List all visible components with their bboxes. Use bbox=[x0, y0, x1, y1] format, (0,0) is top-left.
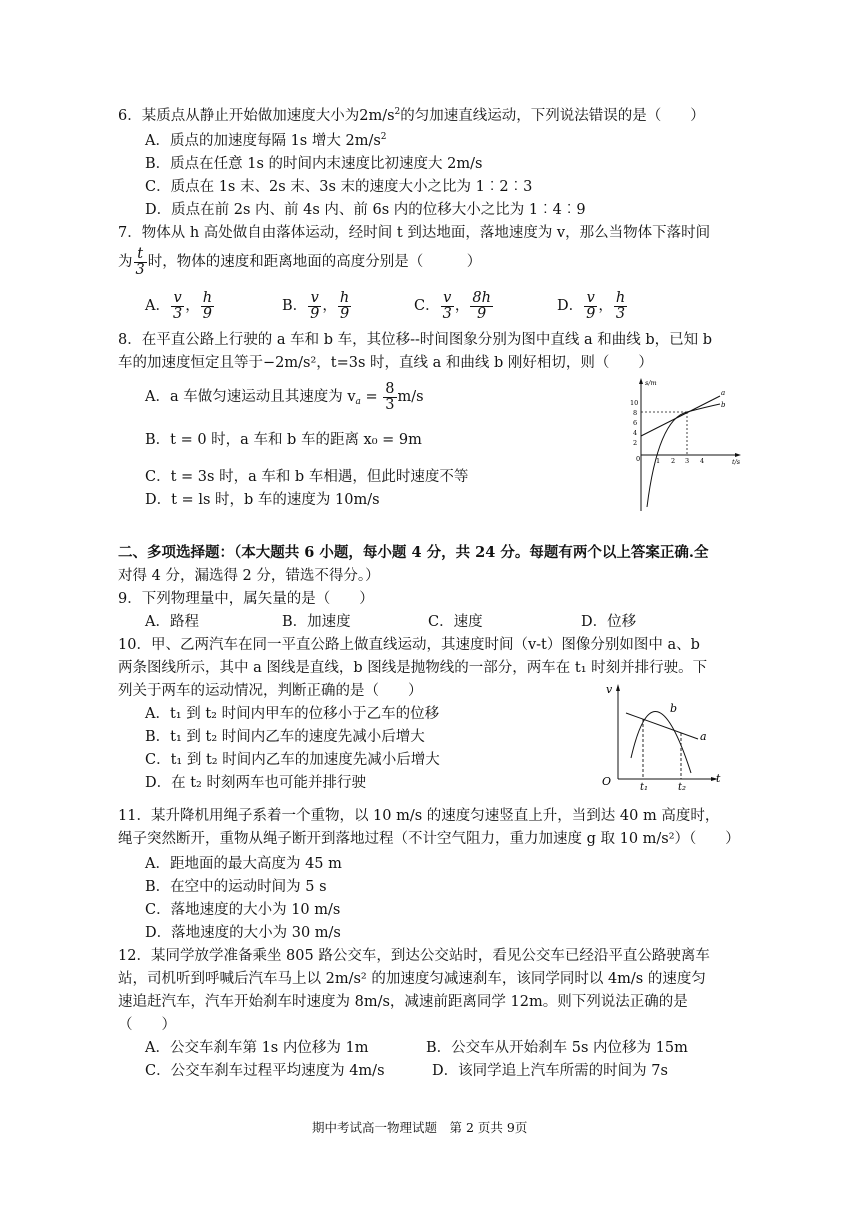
q12-stem-line4: （ ） bbox=[118, 1017, 176, 1033]
q10-origin: O bbox=[602, 775, 612, 788]
q8-st-graph bbox=[628, 375, 746, 515]
q10-option-c: C．t₁ 到 t₂ 时间内乙车的加速度先减小后增大 bbox=[145, 752, 440, 768]
q8-line-a bbox=[641, 396, 720, 436]
q10-line-a bbox=[626, 713, 698, 739]
q8-x-tick-2: 2 bbox=[671, 457, 676, 465]
section2-heading-line2: 对得 4 分，漏选得 2 分，错选不得分。） bbox=[118, 568, 380, 584]
q10-x-label: t bbox=[716, 772, 721, 785]
q11-stem-line1: 11．某升降机用绳子系着一个重物，以 10 m/s 的速度匀速竖直上升，当到达 40 m 高度时， bbox=[118, 808, 720, 824]
q7-option-a: A． $\frac{v}{3}$ ， $\frac{h}{9}$ bbox=[145, 289, 213, 322]
q8-y-tick-6: 6 bbox=[633, 419, 638, 427]
q8-y-tick-4: 4 bbox=[633, 429, 638, 437]
q11-option-c: C．落地速度的大小为 10 m/s bbox=[145, 902, 341, 918]
q11-option-d: D．落地速度的大小为 30 m/s bbox=[145, 925, 341, 941]
q7-stem-line1: 7．物体从 h 高处做自由落体运动，经时间 t 到达地面，落地速度为 v，那么当物体下落时间 bbox=[118, 225, 711, 241]
q9-stem: 9．下列物理量中，属矢量的是（ ） bbox=[118, 591, 374, 607]
q10-stem-line2: 两条图线所示，其中 a 图线是直线，b 图线是抛物线的一部分，两车在 t₁ 时刻并排行驶。下 bbox=[118, 660, 708, 676]
q8-y-tick-10: 10 bbox=[630, 399, 639, 407]
q6-option-a: A．质点的加速度每隔 1s 增大 $2m/s^2$ bbox=[145, 132, 387, 149]
section2-heading: 二、多项选择题：（本大题共 6 小题，每小题 4 分，共 24 分。每题有两个以上答案正确.全 bbox=[118, 544, 709, 561]
q8-y-label: s/m bbox=[645, 379, 657, 387]
q8-y-tick-8: 8 bbox=[633, 409, 638, 417]
q8-stem-line1: 8．在平直公路上行驶的 a 车和 b 车，其位移--时间图象分别为图中直线 a 和曲线 b，已知 b bbox=[118, 332, 713, 348]
q8-x-tick-4: 4 bbox=[700, 457, 705, 465]
q8-option-a: A．a 车做匀速运动且其速度为 $v_a$ = $\frac{8}{3}$ m/s bbox=[145, 380, 424, 413]
q8-x-arrow bbox=[735, 453, 741, 457]
q8-curve-b-label: b bbox=[721, 401, 726, 409]
q8-y-tick-2: 2 bbox=[633, 439, 638, 447]
q10-y-label: v bbox=[606, 683, 613, 696]
q12-stem-line1: 12．某同学放学准备乘坐 805 路公交车，到达公交站时，看见公交车已经沿平直公路驶离车 bbox=[118, 948, 710, 964]
q8-curve-a-label: a bbox=[721, 389, 726, 397]
q12-stem-line3: 速追赶汽车，汽车开始刹车时速度为 8m/s，减速前距离同学 12m。则下列说法正确的是 bbox=[118, 994, 688, 1010]
page-footer: 期中考试高一物理试题 第 2 页共 9页 bbox=[312, 1120, 528, 1135]
q9-option-d: D．位移 bbox=[581, 614, 637, 630]
q10-curve-a-label: a bbox=[700, 730, 707, 743]
q7-stem-line2: 为 $\frac{t}{3}$ 时，物体的速度和距离地面的高度分别是（ ） bbox=[118, 245, 482, 278]
q9-option-c: C．速度 bbox=[428, 614, 483, 630]
q12-stem-line2: 站，司机听到呼喊后汽车马上以 2m/s² 的加速度匀减速刹车，该同学同时以 4m/s 的速度匀 bbox=[118, 971, 706, 987]
q8-y-arrow bbox=[639, 378, 643, 384]
q10-t2-label: t₂ bbox=[678, 782, 687, 793]
q10-option-b: B．t₁ 到 t₂ 时间内乙车的速度先减小后增大 bbox=[145, 729, 425, 745]
q12-option-b: B．公交车从开始刹车 5s 内位移为 15m bbox=[426, 1040, 688, 1056]
q10-stem-line1: 10．甲、乙两汽车在同一平直公路上做直线运动，其速度时间（v-t）图像分别如图中 a、b bbox=[118, 637, 700, 653]
q7-option-b: B． $\frac{v}{9}$ ， $\frac{h}{9}$ bbox=[282, 289, 350, 322]
q8-x-tick-1: 1 bbox=[656, 457, 661, 465]
q9-option-b: B．加速度 bbox=[282, 614, 351, 630]
q7-option-c: C． $\frac{v}{3}$ ， $\frac{8h}{9}$ bbox=[414, 289, 491, 322]
q7-option-d: D． $\frac{v}{9}$ ， $\frac{h}{3}$ bbox=[557, 289, 626, 322]
q10-vt-graph bbox=[596, 678, 728, 794]
q10-option-a: A．t₁ 到 t₂ 时间内甲车的位移小于乙车的位移 bbox=[145, 706, 440, 722]
q11-stem-line2: 绳子突然断开，重物从绳子断开到落地过程（不计空气阻力，重力加速度 g 取 10 m/s²）（ ） bbox=[118, 831, 740, 847]
q12-option-a: A．公交车刹车第 1s 内位移为 1m bbox=[145, 1040, 369, 1056]
q10-curve-b bbox=[631, 711, 691, 773]
q8-option-d: D．t = ls 时，b 车的速度为 10m/s bbox=[145, 492, 380, 508]
q8-x-label: t/s bbox=[732, 458, 741, 466]
q10-stem-line3: 列关于两车的运动情况，判断正确的是（ ） bbox=[118, 683, 423, 699]
q6-option-d: D．质点在前 2s 内、前 4s 内、前 6s 内的位移大小之比为 1︰4︰9 bbox=[145, 202, 586, 218]
q11-option-a: A．距地面的最大高度为 45 m bbox=[145, 856, 342, 872]
q10-option-d: D．在 t₂ 时刻两车也可能并排行驶 bbox=[145, 775, 366, 791]
q6-option-b: B．质点在任意 1s 的时间内末速度比初速度大 2m/s bbox=[145, 156, 483, 172]
q12-option-d: D．该同学追上汽车所需的时间为 7s bbox=[432, 1063, 668, 1079]
q6-stem: 6．某质点从静止开始做加速度大小为$2m/s^2$的匀加速直线运动，下列说法错误的是（ ） bbox=[118, 107, 705, 124]
q11-option-b: B．在空中的运动时间为 5 s bbox=[145, 879, 327, 895]
q8-stem-line2: 车的加速度恒定且等于−2m/s²，t=3s 时，直线 a 和曲线 b 刚好相切，则（ ） bbox=[118, 355, 653, 371]
q8-option-b: B．t = 0 时，a 车和 b 车的距离 x₀ = 9m bbox=[145, 432, 422, 448]
q8-option-c: C．t = 3s 时，a 车和 b 车相遇，但此时速度不等 bbox=[145, 469, 469, 485]
q6-option-c: C．质点在 1s 末、2s 末、3s 末的速度大小之比为 1︰2︰3 bbox=[145, 179, 533, 195]
q8-x-tick-3: 3 bbox=[685, 457, 690, 465]
q10-t1-label: t₁ bbox=[640, 782, 649, 793]
q10-curve-b-label: b bbox=[670, 702, 678, 715]
q8-origin: 0 bbox=[636, 455, 641, 463]
q9-option-a: A．路程 bbox=[145, 614, 199, 630]
q10-y-arrow bbox=[616, 684, 620, 691]
q12-option-c: C．公交车刹车过程平均速度为 4m/s bbox=[145, 1063, 385, 1079]
